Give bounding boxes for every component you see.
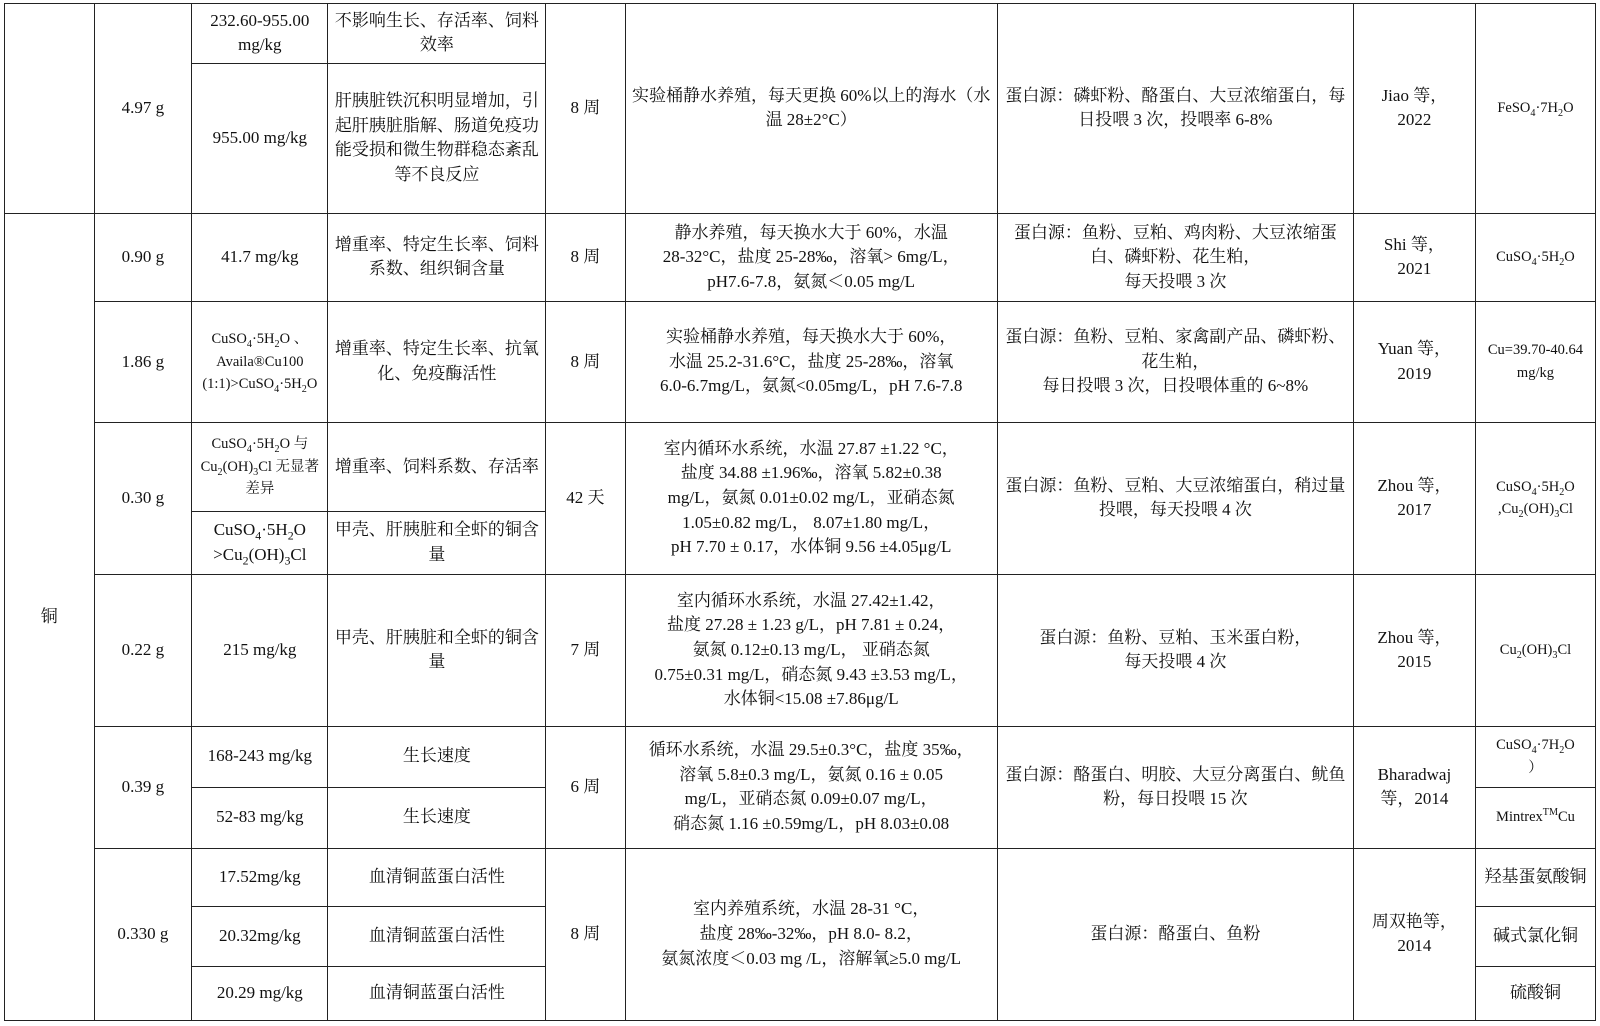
conditions-cell: 室内养殖系统，水温 28-31 °C， 盐度 28‰-32‰，pH 8.0- 8.2， 氨氮浓度＜0.03 mg /L，溶解氧≥5.0 mg/L	[625, 848, 997, 1020]
element-cell: 铜	[5, 213, 95, 1020]
effect-cell: 增重率、饲料系数、存活率	[328, 422, 546, 511]
dose-cell: 17.52mg/kg	[192, 848, 328, 907]
source-cell: $CuSO_4\cdot 7H_2O$ ）	[1475, 726, 1595, 787]
source-cell: 硫酸铜	[1475, 967, 1595, 1021]
dose-cell: 52-83 mg/kg	[192, 787, 328, 848]
reference-cell: Yuan 等， 2019	[1353, 302, 1475, 423]
source-cell: $CuSO_4\cdot 5H_2O$ $,Cu_2(OH)_3Cl$	[1475, 422, 1595, 574]
data-table	[4, 3, 1596, 1021]
weight-cell: 4.97 g	[94, 4, 192, 214]
reference-cell: Zhou 等， 2017	[1353, 422, 1475, 574]
source-cell: $CuSO_4\cdot 5H_2O$	[1475, 213, 1595, 301]
effect-cell: 血清铜蓝蛋白活性	[328, 907, 546, 967]
table-row	[5, 302, 1596, 423]
conditions-cell: 静水养殖，每天换水大于 60%，水温 28-32°C，盐度 25-28‰，溶氧> 6mg/L， pH7.6-7.8，氨氮＜0.05 mg/L	[625, 213, 997, 301]
effect-cell: 不影响生长、存活率、饲料效率	[328, 4, 546, 64]
reference-cell	[1353, 4, 1475, 214]
weight-cell: 0.330 g	[94, 848, 192, 1020]
source-cell: $FeSO_4\cdot 7H_2O$	[1475, 4, 1595, 214]
weight-cell: 0.30 g	[94, 422, 192, 574]
table-row	[5, 574, 1596, 726]
table-row	[5, 213, 1596, 301]
duration-cell: 6 周	[546, 726, 625, 848]
feed-cell: 蛋白源：酪蛋白、鱼粉	[997, 848, 1353, 1020]
table-row	[5, 726, 1596, 787]
table-row	[5, 422, 1596, 511]
dose-cell: $CuSO_4\cdot 5H_2O$ $>Cu_2(OH)_3Cl$	[192, 511, 328, 574]
feed-cell: 蛋白源：鱼粉、豆粕、鸡肉粉、大豆浓缩蛋白、磷虾粉、花生粕， 每天投喂 3 次	[997, 213, 1353, 301]
duration-cell: 8 周	[546, 4, 625, 214]
feed-cell: 蛋白源：鱼粉、豆粕、玉米蛋白粉， 每天投喂 4 次	[997, 574, 1353, 726]
reference-cell: Zhou 等， 2015	[1353, 574, 1475, 726]
conditions-cell: 循环水系统，水温 29.5±0.3°C，盐度 35‰， 溶氧 5.8±0.3 mg/L，氨氮 0.16 ± 0.05 mg/L，亚硝态氮 0.09±0.07 mg/L， 硝态氮 1.16 ±0.59mg/L，pH 8.03±0.08	[625, 726, 997, 848]
table-row	[5, 4, 1596, 64]
weight-cell: 0.39 g	[94, 726, 192, 848]
feed-cell: 蛋白源：酪蛋白、明胶、大豆分离蛋白、鱿鱼粉，每日投喂 15 次	[997, 726, 1353, 848]
duration-cell: 8 周	[546, 213, 625, 301]
effect-cell: 血清铜蓝蛋白活性	[328, 967, 546, 1021]
dose-cell: 232.60-955.00 mg/kg	[192, 4, 328, 64]
source-cell: Cu=39.70-40.64 mg/kg	[1475, 302, 1595, 423]
dose-cell: 955.00 mg/kg	[192, 63, 328, 213]
effect-cell: 血清铜蓝蛋白活性	[328, 848, 546, 907]
conditions-cell: 室内循环水系统，水温 27.42±1.42， 盐度 27.28 ± 1.23 g/L，pH 7.81 ± 0.24， 氨氮 0.12±0.13 mg/L， 亚硝态氮 0.75±0.31 mg/L，硝态氮 9.43 ±3.53 mg/L， 水体铜<15.08 ±7.86μg/L	[625, 574, 997, 726]
ref-author: Jiao 等，	[1381, 85, 1448, 105]
effect-cell: 生长速度	[328, 726, 546, 787]
effect-cell: 增重率、特定生长率、抗氧化、免疫酶活性	[328, 302, 546, 423]
duration-cell: 8 周	[546, 302, 625, 423]
source-cell: 碱式氯化铜	[1475, 907, 1595, 967]
source-cell: $Cu_2(OH)_3Cl$	[1475, 574, 1595, 726]
dose-cell: $CuSO_4\cdot 5H_2O$ 、 Availa®Cu100 $(1:1)>CuSO_4\cdot 5H_2O$	[192, 302, 328, 423]
duration-cell: 8 周	[546, 848, 625, 1020]
weight-cell: 0.90 g	[94, 213, 192, 301]
dose-cell: 168-243 mg/kg	[192, 726, 328, 787]
weight-cell: 0.22 g	[94, 574, 192, 726]
duration-cell: 42 天	[546, 422, 625, 574]
reference-cell: Bharadwaj 等，2014	[1353, 726, 1475, 848]
effect-cell: 生长速度	[328, 787, 546, 848]
reference-cell: 周双艳等， 2014	[1353, 848, 1475, 1020]
feed-cell: 蛋白源：磷虾粉、酪蛋白、大豆浓缩蛋白，每日投喂 3 次，投喂率 6-8%	[997, 4, 1353, 214]
effect-cell: 肝胰脏铁沉积明显增加，引起肝胰脏脂解、肠道免疫功能受损和微生物群稳态紊乱等不良反应	[328, 63, 546, 213]
effect-cell: 甲壳、肝胰脏和全虾的铜含量	[328, 511, 546, 574]
dose-cell: 41.7 mg/kg	[192, 213, 328, 301]
dose-cell: $CuSO_4\cdot 5H_2O$ 与 $Cu_2(OH)_3Cl$ 无显著差异	[192, 422, 328, 511]
feed-cell: 蛋白源：鱼粉、豆粕、家禽副产品、磷虾粉、花生粕， 每日投喂 3 次，日投喂体重的 6~8%	[997, 302, 1353, 423]
weight-cell: 1.86 g	[94, 302, 192, 423]
reference-cell: Shi 等， 2021	[1353, 213, 1475, 301]
element-cell	[5, 4, 95, 214]
ref-year: 2022	[1397, 110, 1432, 130]
source-cell: Mintrex™Cu	[1475, 787, 1595, 848]
duration-cell: 7 周	[546, 574, 625, 726]
feed-cell: 蛋白源：鱼粉、豆粕、大豆浓缩蛋白，稍过量投喂，每天投喂 4 次	[997, 422, 1353, 574]
dose-cell: 20.29 mg/kg	[192, 967, 328, 1021]
effect-cell: 增重率、特定生长率、饲料系数、组织铜含量	[328, 213, 546, 301]
source-cell: 羟基蛋氨酸铜	[1475, 848, 1595, 907]
conditions-cell: 实验桶静水养殖，每天更换 60%以上的海水（水温 28±2°C）	[625, 4, 997, 214]
dose-cell: 20.32mg/kg	[192, 907, 328, 967]
effect-cell: 甲壳、肝胰脏和全虾的铜含量	[328, 574, 546, 726]
table-row	[5, 848, 1596, 907]
conditions-cell: 实验桶静水养殖，每天换水大于 60%， 水温 25.2-31.6°C，盐度 25-28‰，溶氧 6.0-6.7mg/L，氨氮<0.05mg/L，pH 7.6-7.8	[625, 302, 997, 423]
dose-cell: 215 mg/kg	[192, 574, 328, 726]
conditions-cell: 室内循环水系统，水温 27.87 ±1.22 °C， 盐度 34.88 ±1.96‰，溶氧 5.82±0.38 mg/L，氨氮 0.01±0.02 mg/L，亚硝态氮 1.05±0.82 mg/L， 8.07±1.80 mg/L， pH 7.70 ± 0.17，水体铜 9.56 ±4.05μg/L	[625, 422, 997, 574]
